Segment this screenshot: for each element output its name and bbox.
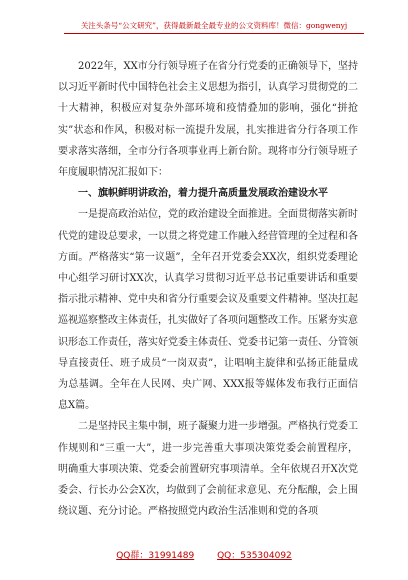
intro-paragraph: 2022年，XX市分行领导班子在省分行党委的正确领导下，坚持以习近平新时代中国特色社会主义思想为指引，认真学习贯彻党的二十大精神，积极应对复杂外部环境和疫情叠加的影响，强化“拼抢实”状态和作风，积极对标一流提升发展，扎实推进省分行各项工作要求落实落细，全市分行各项事业再上新台阶。现将市分行领导班子年度履职情况汇报如下： xyxy=(58,61,358,179)
header-banner: 关注头条号“公文研究”，获得最新最全最专业的公文资料库！微信：gongwenyj xyxy=(64,20,364,34)
document-body xyxy=(58,56,358,522)
footer-qq: QQ：535304092 xyxy=(217,551,292,561)
paragraph-political-stance: 一是提高政治站位，党的政治建设全面推进。全面贯彻落实新时代党的建设总要求，一以贯之将党建工作融入经营管理的全过程和各方面。严格落实“第一议题”，全年召开党委会XX次，组织党委理论中心组学习研讨XX次，认真学习贯彻习近平总书记重要讲话和重要指示批示精神、党中央和省分行重要会议及重要文件精神。坚决扛起巡视巡察整改主体责任，扎实做好了各项问题整改工作。压紧夯实意识形态工作责任，落实好党委主体责任、党委书记第一责任、分管领导直接责任、班子成员“一岗双责”，让唱响主旋律和弘扬正能量成为总基调。全年在人民网、央广网、XXX报等媒体发布我行正面信息X篇。 xyxy=(58,209,358,412)
paragraph-democratic-centralism: 二是坚持民主集中制，班子凝聚力进一步增强。严格执行党委工作规则和“三重一大”，进一步完善重大事项决策党委会前置程序，明确重大事项决策、党委会前置研究事项清单。全年依规召开X次党委会、行长办公会X次，均做到了会前征求意见、充分酝酿，会上围绕议题、充分讨论。严格按照党内政治生活准则和党的各项 xyxy=(58,421,358,518)
footer xyxy=(0,548,408,561)
footer-qq-group: QQ群：31991489 xyxy=(116,551,195,561)
section-heading: 一、旗帜鲜明讲政治，着力提升高质量发展政治建设水平 xyxy=(78,188,328,200)
